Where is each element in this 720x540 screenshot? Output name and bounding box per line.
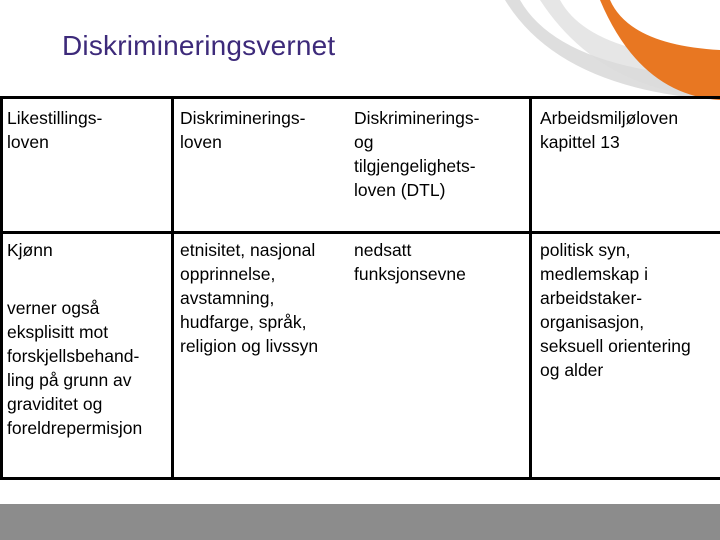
cell-gender-note: verner også eksplisitt mot forskjellsbehand- ling på grunn av graviditet og foreldrepermisjon	[7, 298, 143, 438]
cell-political-views: politisk syn, medlemskap i arbeidstaker- organisasjon, seksuell orientering og alder	[540, 240, 691, 380]
cell-gender: Kjønn	[7, 240, 53, 260]
table-col-divider-1	[171, 96, 174, 480]
table-col-divider-3	[529, 96, 532, 480]
footer-bar	[0, 504, 720, 540]
slide-title: Diskrimineringsvernet	[62, 30, 336, 61]
header-diskrimineringsloven: Diskriminerings- loven	[180, 108, 306, 152]
header-arbeidsmiljoloven: Arbeidsmiljøloven kapittel 13	[540, 108, 679, 152]
header-dtl: Diskriminerings- og tilgjengelighets- loven (DTL)	[354, 108, 480, 200]
table-border-left	[0, 96, 3, 480]
cell-disability: nedsatt funksjonsevne	[354, 240, 466, 284]
cell-ethnicity: etnisitet, nasjonal opprinnelse, avstamning, hudfarge, språk, religion og livssyn	[180, 240, 319, 356]
header-likestillingsloven: Likestillings- loven	[7, 108, 103, 152]
table-header-divider	[0, 231, 720, 234]
